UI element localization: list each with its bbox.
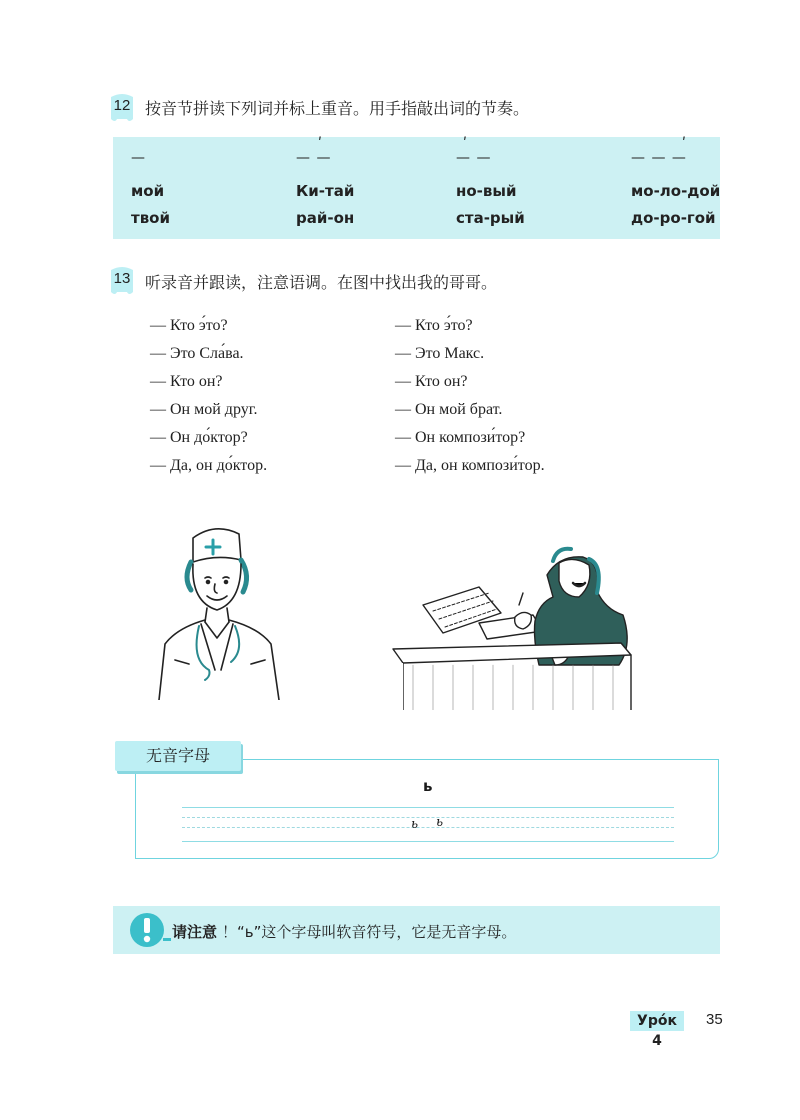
dialog-line-left: — Кто э́то? bbox=[150, 317, 228, 334]
page-number: 35 bbox=[706, 1011, 723, 1028]
writing-line-top bbox=[182, 807, 674, 808]
doctor-illustration bbox=[155, 520, 285, 700]
stress-mark-3: ʹ bbox=[463, 136, 468, 152]
dialog-line-left: — Кто он? bbox=[150, 373, 223, 390]
letter-script: ь bbox=[411, 817, 419, 832]
silent-letter-frame bbox=[135, 759, 719, 859]
word-cell: Ки-тай bbox=[296, 182, 355, 200]
exercise-13-badge bbox=[107, 266, 137, 296]
writing-line-bottom bbox=[182, 841, 674, 842]
rhythm-pattern-2: — — bbox=[296, 150, 332, 166]
exercise-13-title: 听录音并跟读，注意语调。在图中找出我的哥哥。 bbox=[145, 273, 498, 292]
rhythm-pattern-1: — bbox=[131, 150, 146, 166]
exercise-12-badge bbox=[107, 93, 137, 123]
dialog-line-right: — Он компози́тор? bbox=[395, 429, 526, 446]
stress-mark-4: ʹ bbox=[682, 136, 687, 152]
exercise-12-title: 按音节拼读下列词并标上重音。用手指敲出词的节奏。 bbox=[145, 99, 530, 118]
word-cell: до-ро-гой bbox=[631, 209, 716, 227]
rhythm-pattern-4: — — — bbox=[631, 150, 687, 166]
dialog-line-left: — Да, он до́ктор. bbox=[150, 457, 268, 474]
rhythm-pattern-3: — — bbox=[456, 150, 492, 166]
exclamation-icon bbox=[127, 908, 171, 952]
dialog-line-right: — Да, он компози́тор. bbox=[395, 457, 545, 474]
note-text: ！“ь”这个字母叫软音符号，它是无音字母。 bbox=[222, 923, 517, 941]
word-cell: но-вый bbox=[456, 182, 517, 200]
dialog-line-right: — Кто он? bbox=[395, 373, 468, 390]
dialog-line-right: — Это Макс. bbox=[395, 345, 485, 362]
letter-script-strokes: ь bbox=[436, 815, 444, 830]
lesson-tag: Уро́к 4 bbox=[630, 1011, 684, 1031]
word-cell: рай-он bbox=[296, 209, 355, 227]
dialog-line-right: — Он мой брат. bbox=[395, 401, 503, 418]
exercise-12-number: 12 bbox=[113, 97, 131, 114]
syllable-table bbox=[113, 137, 720, 239]
word-cell: ста-рый bbox=[456, 209, 525, 227]
dialog-line-left: — Это Сла́ва. bbox=[150, 345, 244, 362]
writing-line-mid bbox=[182, 827, 674, 828]
note-label: 请注意 bbox=[172, 923, 218, 941]
word-cell: мой bbox=[131, 182, 165, 200]
dialog-line-left: — Он до́ктор? bbox=[150, 429, 248, 446]
stress-mark-2: ʹ bbox=[318, 136, 323, 152]
dialog-line-left: — Он мой друг. bbox=[150, 401, 258, 418]
word-cell: мо-ло-дой bbox=[631, 182, 721, 200]
word-cell: твой bbox=[131, 209, 171, 227]
writing-line-mid bbox=[182, 817, 674, 818]
letter-print: ь bbox=[423, 777, 433, 795]
composer-illustration bbox=[383, 535, 638, 710]
exercise-13-number: 13 bbox=[113, 270, 131, 287]
dialog-line-right: — Кто э́то? bbox=[395, 317, 473, 334]
silent-letter-tag: 无音字母 bbox=[115, 741, 241, 771]
